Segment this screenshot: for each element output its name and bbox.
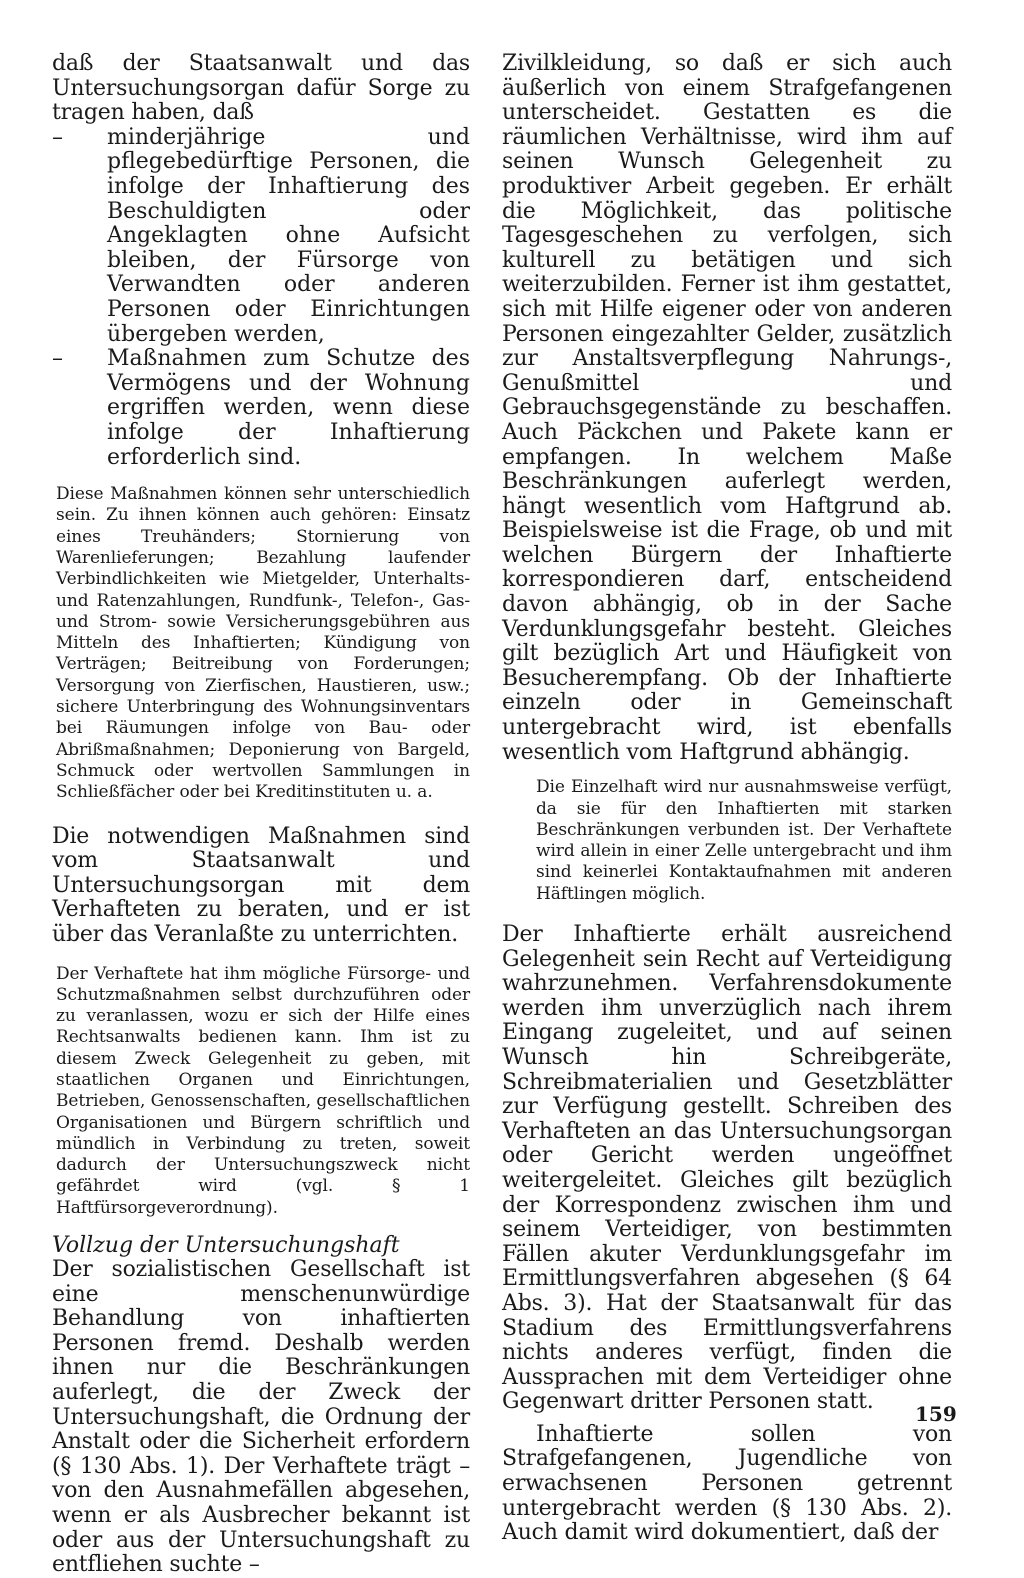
list-item-text: minderjährige und pflegebedürftige Personen, die infolge der Inhaftierung des Beschuldigten oder Angeklagten ohne Aufsicht bleiben, der Fürsorge von Verwandten oder anderen Personen oder Einrichtungen übergeben werden,	[107, 124, 470, 347]
paragraph-execution: Der sozialistischen Gesellschaft ist eine menschenunwürdige Behandlung von inhaftierten Personen fremd. Deshalb werden ihnen nur die Beschränkungen auferlegt, die der Zweck der Untersuchungshaft, die Ordnung der Anstalt oder die Sicherheit erfordern (§ 130 Abs. 1). Der Verhaftete trägt – von den Ausnahmefällen abgesehen, wenn er als Ausbrecher bekannt ist oder aus der Untersuchungshaft zu entfliehen suchte –	[52, 1257, 470, 1578]
left-column	[52, 52, 470, 1578]
right-column	[502, 52, 952, 1546]
paragraph-defense-rights: Der Inhaftierte erhält ausreichend Gelegenheit sein Recht auf Verteidigung wahrzunehmen. Verfahrensdokumente werden ihm unverzüglich nach ihrem Eingang zugeleitet, und auf seinen Wunsch hin Schreibgeräte, Schreibmaterialien und Gesetzblätter zur Verfügung gestellt. Schreiben des Verhafteten an das Untersuchungsorgan oder Gericht werden ungeöffnet weitergeleitet. Gleiches gilt bezüglich der Korrespondenz zwischen ihm und seinem Verteidiger, von bestimmten Fällen akuter Verdunklungsgefahr im Ermittlungsverfahren abgesehen (§ 64 Abs. 3). Hat der Staatsanwalt für das Stadium des Ermittlungsverfahrens nichts anderes verfügt, finden die Aussprachen mit dem Verteidiger ohne Gegenwart dritter Personen statt.	[502, 922, 952, 1415]
paragraph-separation: Inhaftierte sollen von Strafgefangenen, Jugendliche von erwachsenen Personen getrennt untergebracht werden (§ 130 Abs. 2). Auch damit wird dokumentiert, daß der	[502, 1421, 952, 1546]
paragraph-necessary-measures: Die notwendigen Maßnahmen sind vom Staatsanwalt und Untersuchungsorgan mit dem Verhafteten zu beraten, und er ist über das Veranlaßte zu unterrichten.	[52, 823, 470, 947]
note-measures: Diese Maßnahmen können sehr unterschiedlich sein. Zu ihnen können auch gehören: Einsatz eines Treuhänders; Stornierung von Warenlieferungen; Bezahlung laufender Verbindlichkeiten wie Mietgelder, Unterhalts- und Ratenzahlungen, Rundfunk-, Telefon-, Gas- und Strom- sowie Versicherungsgebühren aus Mitteln des Inhaftierten; Kündigung von Verträgen; Beitreibung von Forderungen; Versorgung von Zierfischen, Haustieren, usw.; sichere Unterbringung des Wohnungsinventars bei Räumungen infolge von Bau- oder Abrißmaßnahmen; Deponierung von Bargeld, Schmuck oder wertvollen Sammlungen in Schließfächer oder bei Kreditinstituten u. a.	[56, 484, 470, 803]
note-solitary-confinement: Die Einzelhaft wird nur ausnahmsweise verfügt, da sie für den Inhaftierten mit starken Beschränkungen verbunden ist. Der Verhaftete wird allein in einer Zelle untergebracht und ihm sind keinerlei Kontaktaufnahmen mit anderen Häftlingen möglich.	[536, 777, 952, 904]
dash-bullet: –	[52, 124, 63, 150]
list-item	[52, 126, 470, 347]
dash-list	[52, 126, 470, 470]
section-heading: Vollzug der Untersuchungshaft	[52, 1233, 400, 1259]
list-item	[52, 347, 470, 470]
list-item-text: Maßnahmen zum Schutze des Vermögens und der Wohnung ergriffen werden, wenn diese infolge der Inhaftierung erforderlich sind.	[107, 346, 470, 470]
paragraph-civil-clothing: Zivilkleidung, so daß er sich auch äußerlich von einem Strafgefangenen unterscheidet. Gestatten es die räumlichen Verhältnisse, wird ihm auf seinen Wunsch Gelegenheit zu produktiver Arbeit gegeben. Er erhält die Möglichkeit, das politische Tagesgeschehen zu verfolgen, sich kulturell zu betätigen und sich weiterzubilden. Ferner ist ihm gestattet, sich mit Hilfe eigener oder von anderen Personen eingezahlter Gelder, zusätzlich zur Anstaltsverpflegung Nahrungs-, Genußmittel und Gebrauchsgegenstände zu beschaffen. Auch Päckchen und Pakete kann er empfangen. In welchem Maße Beschränkungen auferlegt werden, hängt wesentlich vom Haftgrund ab. Beispielsweise ist die Frage, ob und mit welchen Bürgern der Inhaftierte korrespondieren darf, entscheidend davon abhängig, ob in der Sache Verdunklungsgefahr besteht. Gleiches gilt bezüglich Art und Häufigkeit von Besucherempfang. Ob der Inhaftierte einzeln oder in Gemeinschaft untergebracht wird, ist ebenfalls wesentlich vom Haftgrund abhängig.	[502, 51, 952, 765]
intro-paragraph: daß der Staatsanwalt und das Untersuchungsorgan dafür Sorge zu tragen haben, daß	[52, 51, 470, 126]
note-detainee-welfare: Der Verhaftete hat ihm mögliche Fürsorge- und Schutzmaßnahmen selbst durchzuführen oder zu veranlassen, wozu er sich der Hilfe eines Rechtsanwalts bedienen kann. Ihm ist zu diesem Zweck Gelegenheit zu geben, mit staatlichen Organen und Einrichtungen, Betrieben, Genossenschaften, gesellschaftlichen Organisationen und Bürgern schriftlich und mündlich in Verbindung zu treten, soweit dadurch der Untersuchungszweck nicht gefährdet wird (vgl. § 1 Haftfürsorgeverordnung).	[56, 963, 470, 1218]
dash-bullet: –	[52, 346, 63, 372]
page-number: 159	[915, 1402, 957, 1426]
